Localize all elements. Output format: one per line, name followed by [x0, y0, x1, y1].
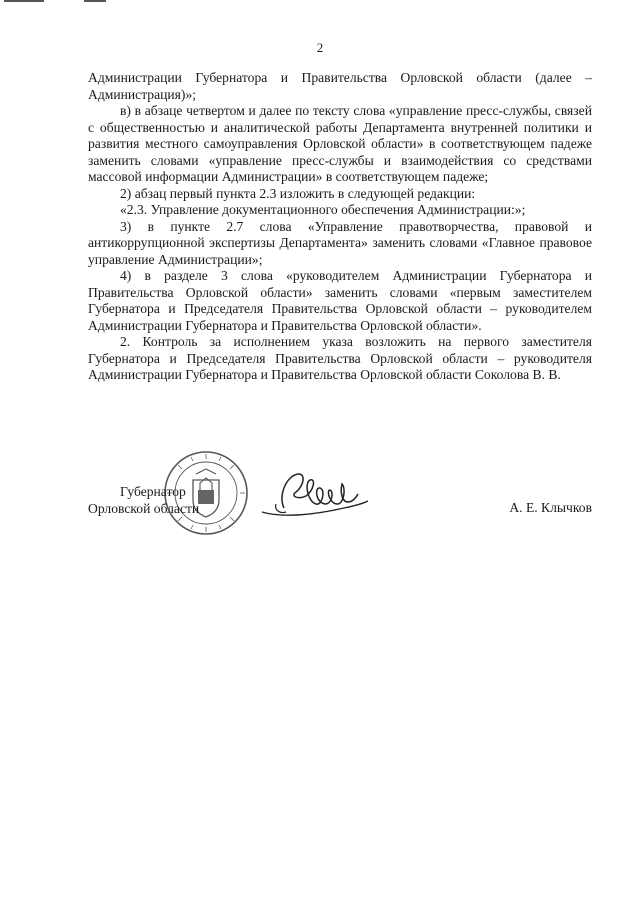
paragraph: 2. Контроль за исполнением указа возложить на первого заместителя Губернатора и Председателя Правительства Орловской области – руководителя Администрации Губернатора и Правительства Орловской области Соколова В. В.: [88, 334, 592, 382]
page-number: 2: [316, 40, 324, 55]
paragraph: 2) абзац первый пункта 2.3 изложить в следующей редакции:: [120, 185, 476, 201]
document-body: [88, 70, 592, 384]
paragraph: Администрации Губернатора и Правительства Орловской области (далее – Администрация)»;: [88, 70, 592, 102]
signature-block: [0, 450, 640, 570]
paragraph: «2.3. Управление документационного обеспечения Администрации:»;: [120, 202, 526, 217]
handwritten-signature: [256, 468, 372, 522]
signatory-title: [88, 484, 199, 517]
signatory-title-line: Орловской области: [88, 500, 200, 516]
paragraph: в) в абзаце четвертом и далее по тексту слова «управление пресс-службы, связей с общественностью и аналитической работы Департамента внутренней политики и развития местного самоуправления Орловской области» в соответствующем падеже заменить словами «управление пресс-службы и взаимодействия со средствами массовой информации Администрации» в соответствующем падеже;: [88, 103, 592, 184]
signatory-title-line: Губернатор: [120, 484, 186, 499]
scan-edge-mark: [4, 0, 44, 2]
paragraph: 4) в разделе 3 слова «руководителем Администрации Губернатора и Правительства Орловской области» заменить словами «первым заместителем Губернатора и Председателя Правительства Орловской области – руководителем Администрации Губернатора и Правительства Орловской области».: [88, 268, 592, 333]
scan-edge-mark: [84, 0, 106, 2]
signatory-name: А. Е. Клычков: [509, 500, 592, 515]
paragraph: 3) в пункте 2.7 слова «Управление правотворчества, правовой и антикоррупционной экспертизы Департамента» заменить словами «Главное правовое управление Администрации»;: [88, 218, 592, 267]
